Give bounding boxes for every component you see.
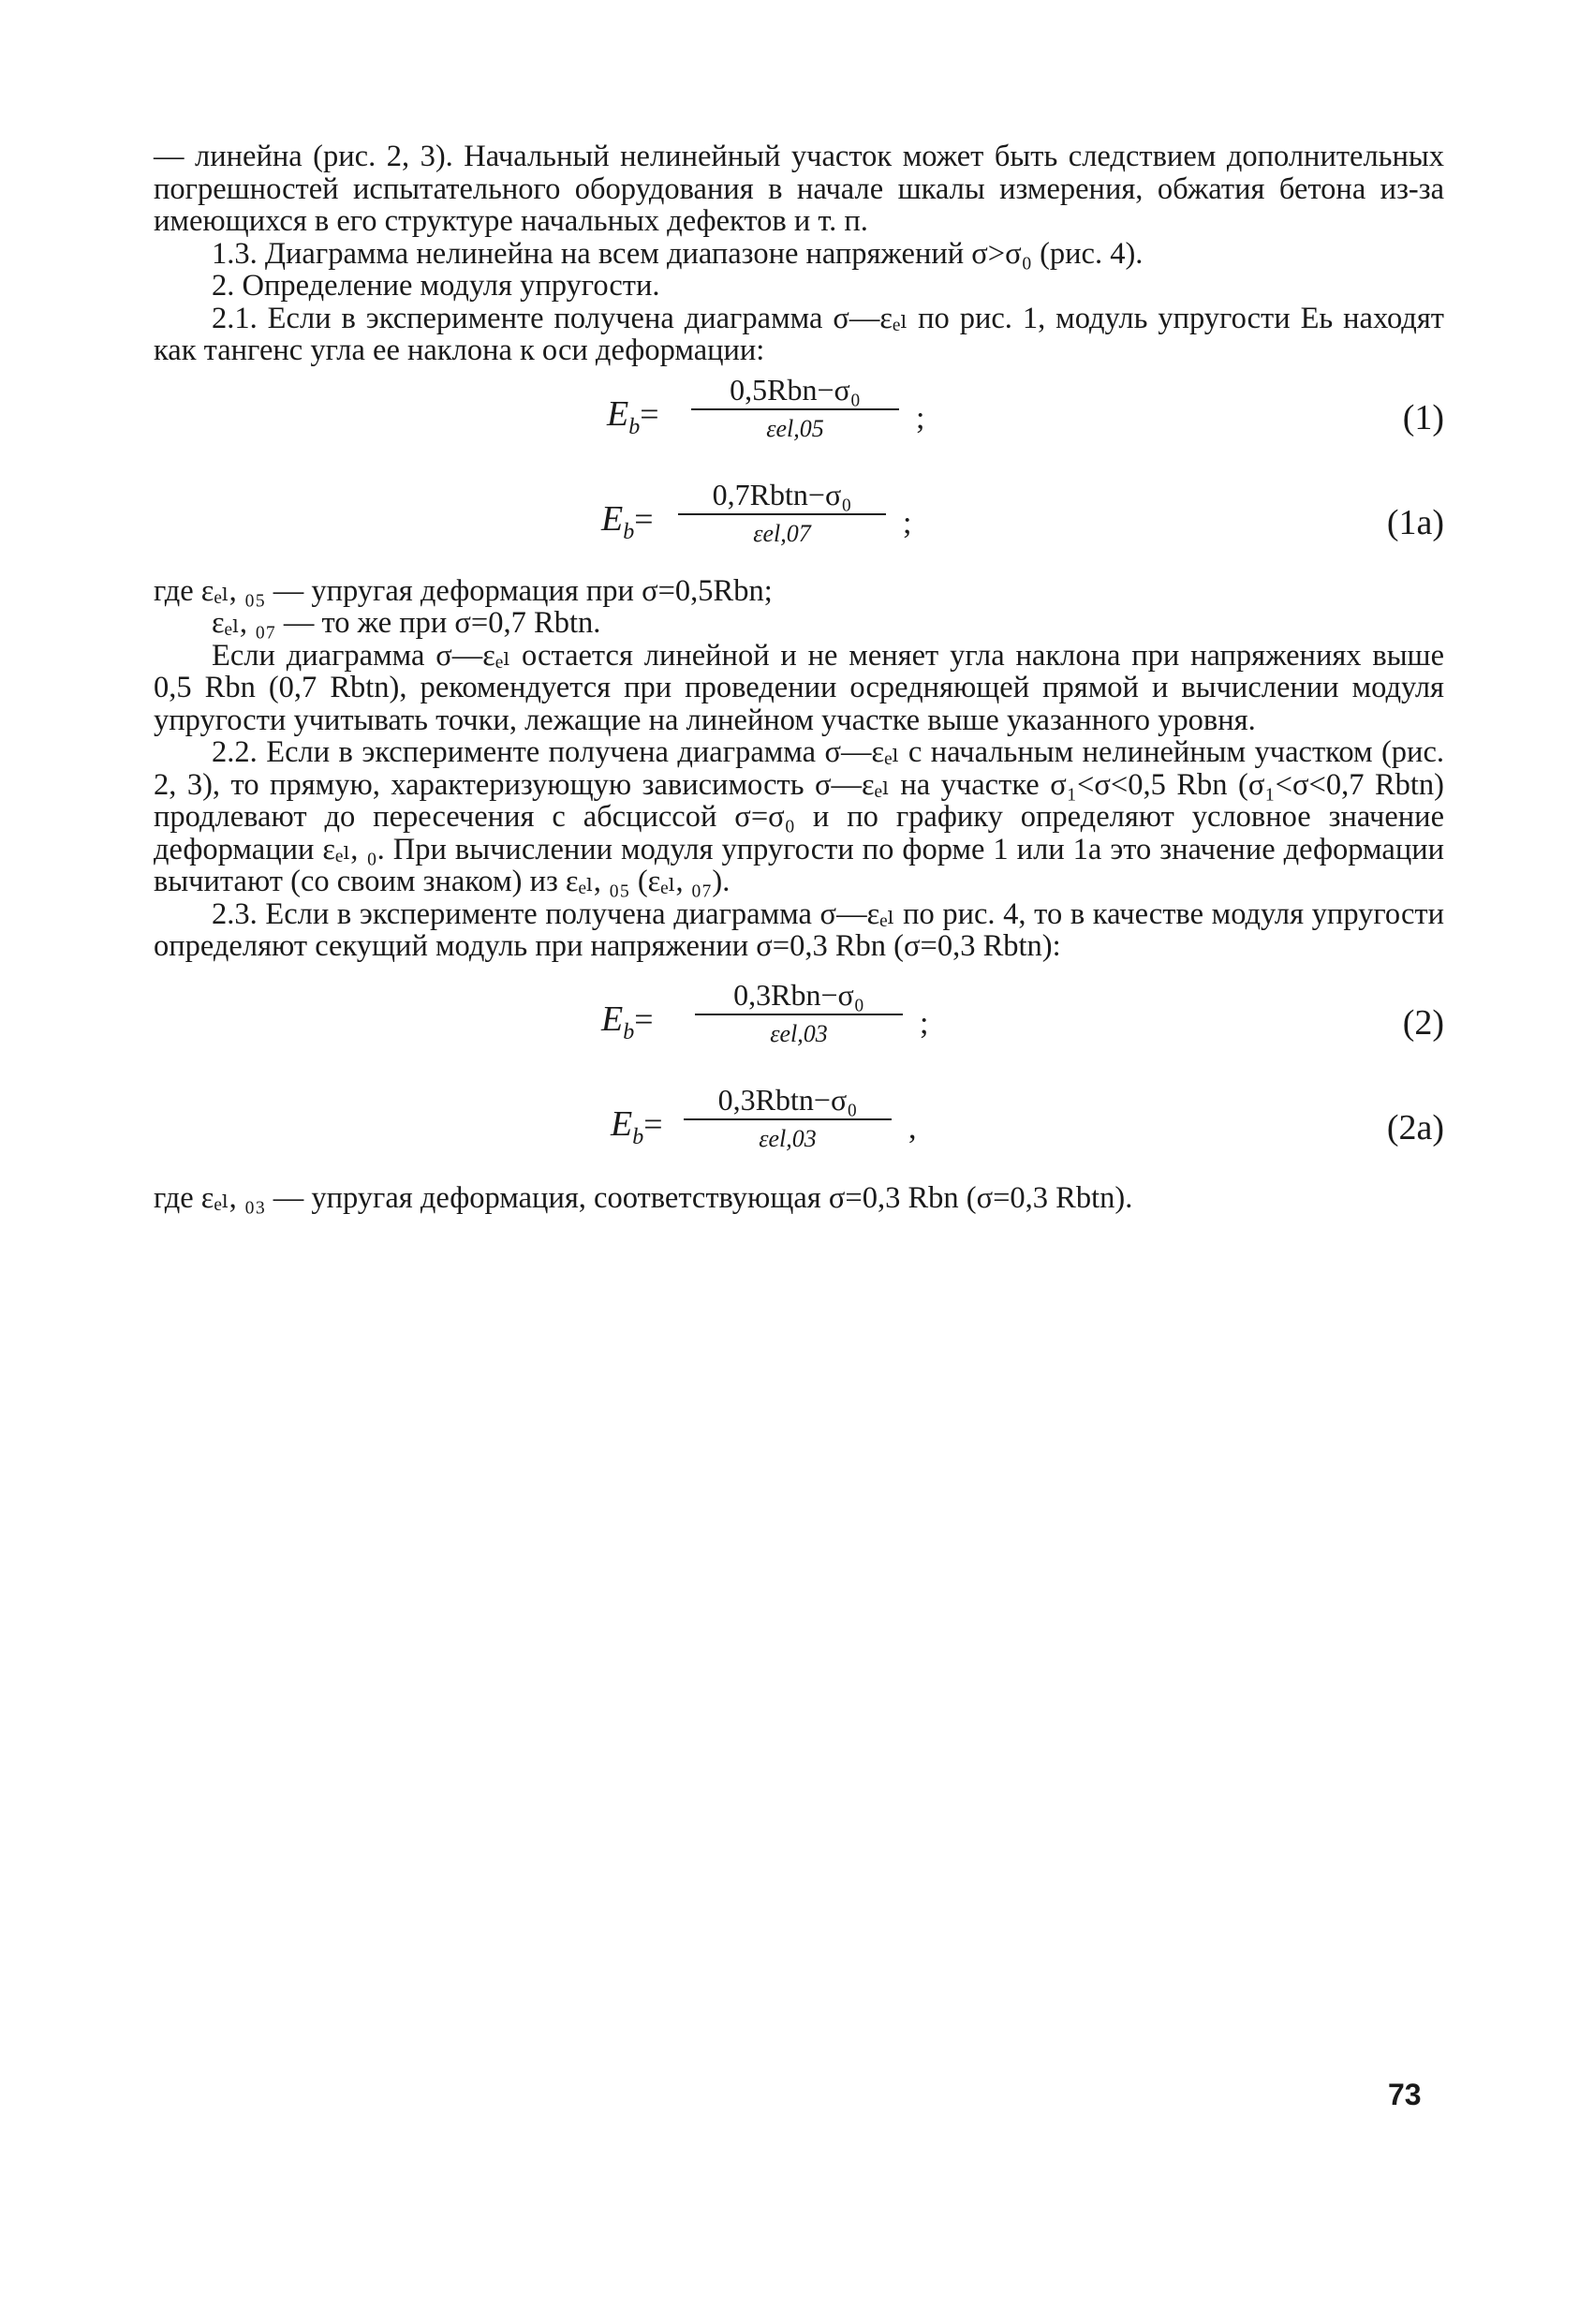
equation-2a-denominator: εel,03 <box>759 1124 817 1152</box>
equation-1 <box>154 371 1444 476</box>
equation-1a-denominator: εel,07 <box>753 519 811 547</box>
paragraph-1-3: 1.3. Диаграмма нелинейна на всем диапазоне напряжений σ>σ₀ (рис. 4). <box>212 236 1144 271</box>
paragraph-intro: — линейна (рис. 2, 3). Начальный нелинейный участок может быть следствием дополнительных погрешностей испытательного оборудования в начале шкалы измерения, обжатия бетона из-за имеющихся в его структуре начальных дефектов и т. п. <box>154 140 1444 238</box>
equation-2a-numerator: 0,3Rbtn−σ₀ <box>717 1082 858 1117</box>
equation-2a-separator: , <box>908 1110 917 1146</box>
equation-1-lhs: $E_b=$ <box>607 393 659 439</box>
equation-2-fraction <box>691 976 907 1053</box>
section-heading-2: 2. Определение модуля упругости. <box>212 269 660 303</box>
equation-1a-fraction <box>674 476 890 553</box>
equation-1a-number: (1a) <box>1386 502 1444 542</box>
equation-2a-number: (2a) <box>1386 1107 1444 1147</box>
equation-1a-separator: ; <box>903 505 912 540</box>
equation-2-denominator: εel,03 <box>770 1019 828 1047</box>
paragraph-linear-note: Если диаграмма σ—εₑₗ остается линейной и не меняет угла наклона при напряжениях выше 0,5 Rbn (0,7 Rbtn), рекомендуется при проведении осредняющей прямой и вычислении модуля упругости учитывать точки, лежащие на линейном участке выше указанного уровня. <box>154 638 1444 737</box>
paragraph-eel07: εₑₗ, ₀₇ — то же при σ=0,7 Rbtn. <box>212 606 601 640</box>
equation-2a-fraction <box>680 1081 895 1158</box>
equation-2-number: (2) <box>1402 1002 1444 1043</box>
equation-1-numerator: 0,5Rbn−σ₀ <box>730 372 861 407</box>
equation-2-separator: ; <box>920 1005 929 1041</box>
paragraph-2-3: 2.3. Если в эксперименте получена диаграмма σ—εₑₗ по рис. 4, то в качестве модуля упругости определяют секущий модуль при напряжении σ=0,3 Rbn (σ=0,3 Rbtn): <box>154 896 1444 963</box>
equation-1-fraction <box>687 371 903 448</box>
equation-2 <box>154 976 1444 1081</box>
equation-1a-lhs: $E_b=$ <box>601 498 654 544</box>
equation-1a-numerator: 0,7Rbtn−σ₀ <box>712 477 852 511</box>
equation-1-denominator: εel,05 <box>766 414 824 442</box>
equation-1a <box>154 476 1444 581</box>
paragraph-where-eel05: где εₑₗ, ₀₅ — упругая деформация при σ=0,5Rbn; <box>154 573 773 608</box>
equation-1-number: (1) <box>1402 397 1444 437</box>
paragraph-where-eel03: где εₑₗ, ₀₃ — упругая деформация, соответствующая σ=0,3 Rbn (σ=0,3 Rbtn). <box>154 1180 1133 1215</box>
page-body <box>154 141 1444 1214</box>
equation-1-separator: ; <box>916 400 925 436</box>
paragraph-2-2: 2.2. Если в эксперименте получена диаграмма σ—εₑₗ с начальным нелинейным участком (рис. 2, 3), то прямую, характеризующую зависимость σ—εₑₗ на участке σ₁<σ<0,5 Rbn (σ₁<σ<0,7 Rbtn) продлевают до пересечения с абсциссой σ=σ₀ и по графику определяют условное значение деформации εₑₗ, ₀. При вычислении модуля упругости по форме 1 или 1а это значение деформации вычитают (со своим знаком) из εₑₗ, ₀₅ (εₑₗ, ₀₇). <box>154 735 1444 898</box>
equation-2-numerator: 0,3Rbn−σ₀ <box>733 977 864 1012</box>
page-number: 73 <box>1388 2078 1422 2111</box>
equation-2a-lhs: $E_b=$ <box>611 1103 663 1149</box>
equation-2a <box>154 1081 1444 1186</box>
equation-2-lhs: $E_b=$ <box>601 999 654 1044</box>
paragraph-2-1: 2.1. Если в эксперименте получена диаграмма σ—εₑₗ по рис. 1, модуль упругости Eь находят как тангенс угла ее наклона к оси деформации: <box>154 301 1444 367</box>
